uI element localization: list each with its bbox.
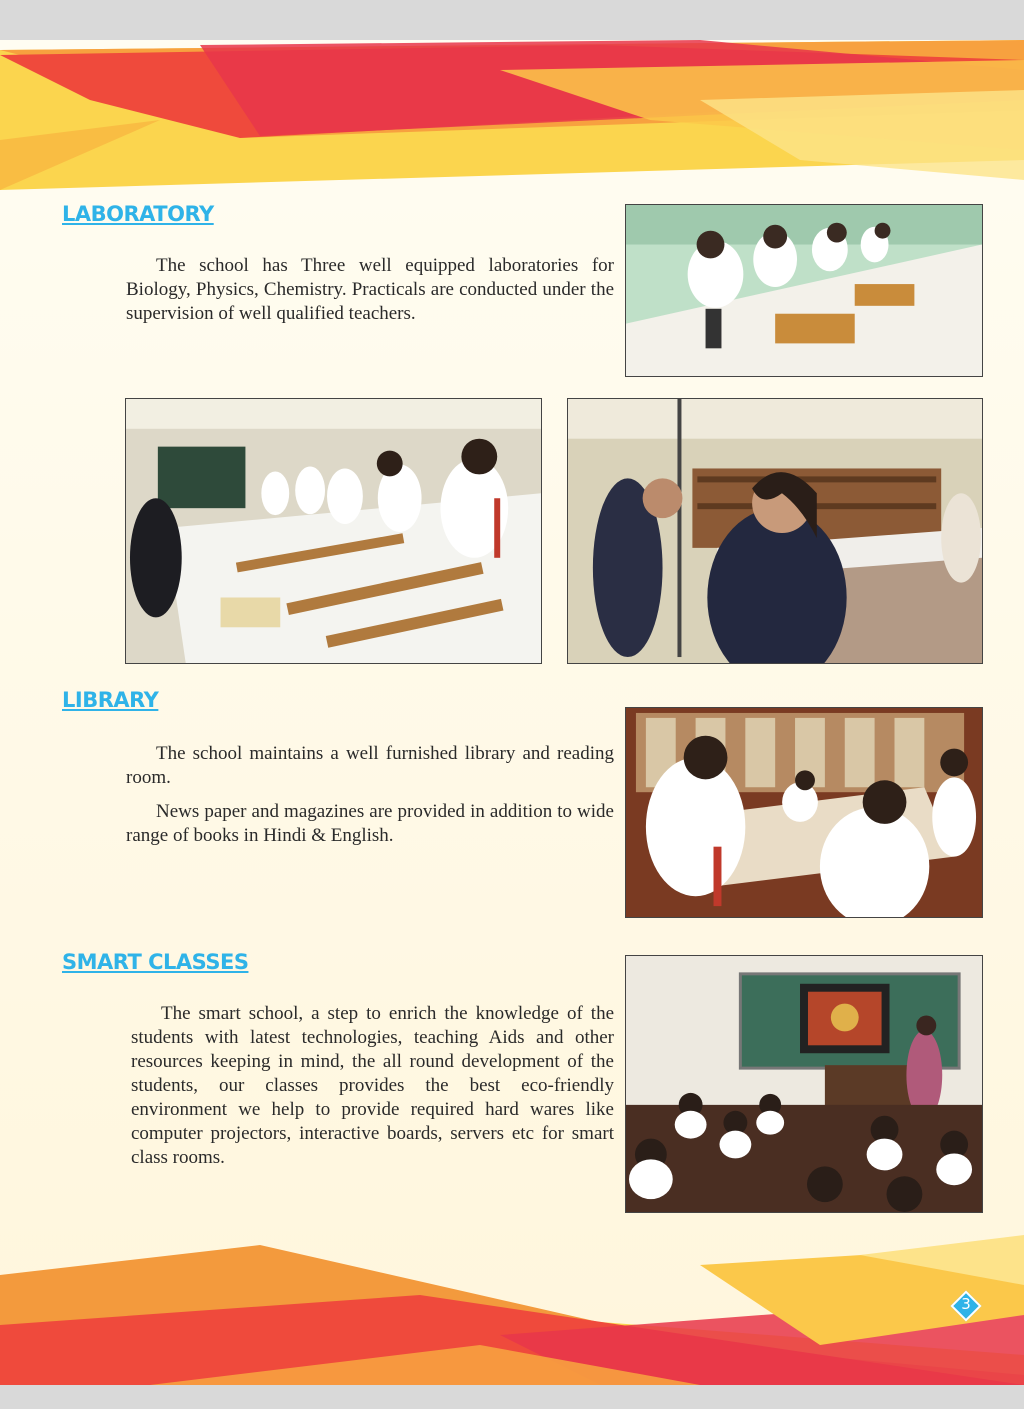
physics-lab-photo <box>125 398 542 664</box>
smart-classes-heading: SMART CLASSES <box>62 950 249 974</box>
chemistry-lab-photo <box>567 398 983 664</box>
library-heading: LIBRARY <box>62 688 159 712</box>
bottom-banner-graphic <box>0 1235 1024 1385</box>
top-banner-graphic <box>0 40 1024 200</box>
laboratory-text: The school has Three well equipped laboratories for Biology, Physics, Chemistry. Practicals are conducted under the supervision of well qualified teachers. <box>126 255 614 324</box>
library-text-2: News paper and magazines are provided in addition to wide range of books in Hindi & English. <box>126 801 614 846</box>
smart-classroom-photo <box>625 955 983 1213</box>
library-text-1: The school maintains a well furnished library and reading room. <box>126 743 614 788</box>
smart-classes-text: The smart school, a step to enrich the knowledge of the students with latest technologies, teaching Aids and other resources keeping in mind, the all round development of the students, our classes provides the best eco-friendly environment we help to provide required hard wares like computer projectors, interactive boards, servers etc for smart class rooms. <box>131 1003 614 1168</box>
page-number-badge <box>951 1291 981 1321</box>
library-photo <box>625 707 983 918</box>
brochure-page <box>0 40 1024 1385</box>
page-number: 3 <box>961 1295 971 1313</box>
laboratory-heading: LABORATORY <box>62 202 214 226</box>
laboratory-photo-microscopes <box>625 204 983 377</box>
